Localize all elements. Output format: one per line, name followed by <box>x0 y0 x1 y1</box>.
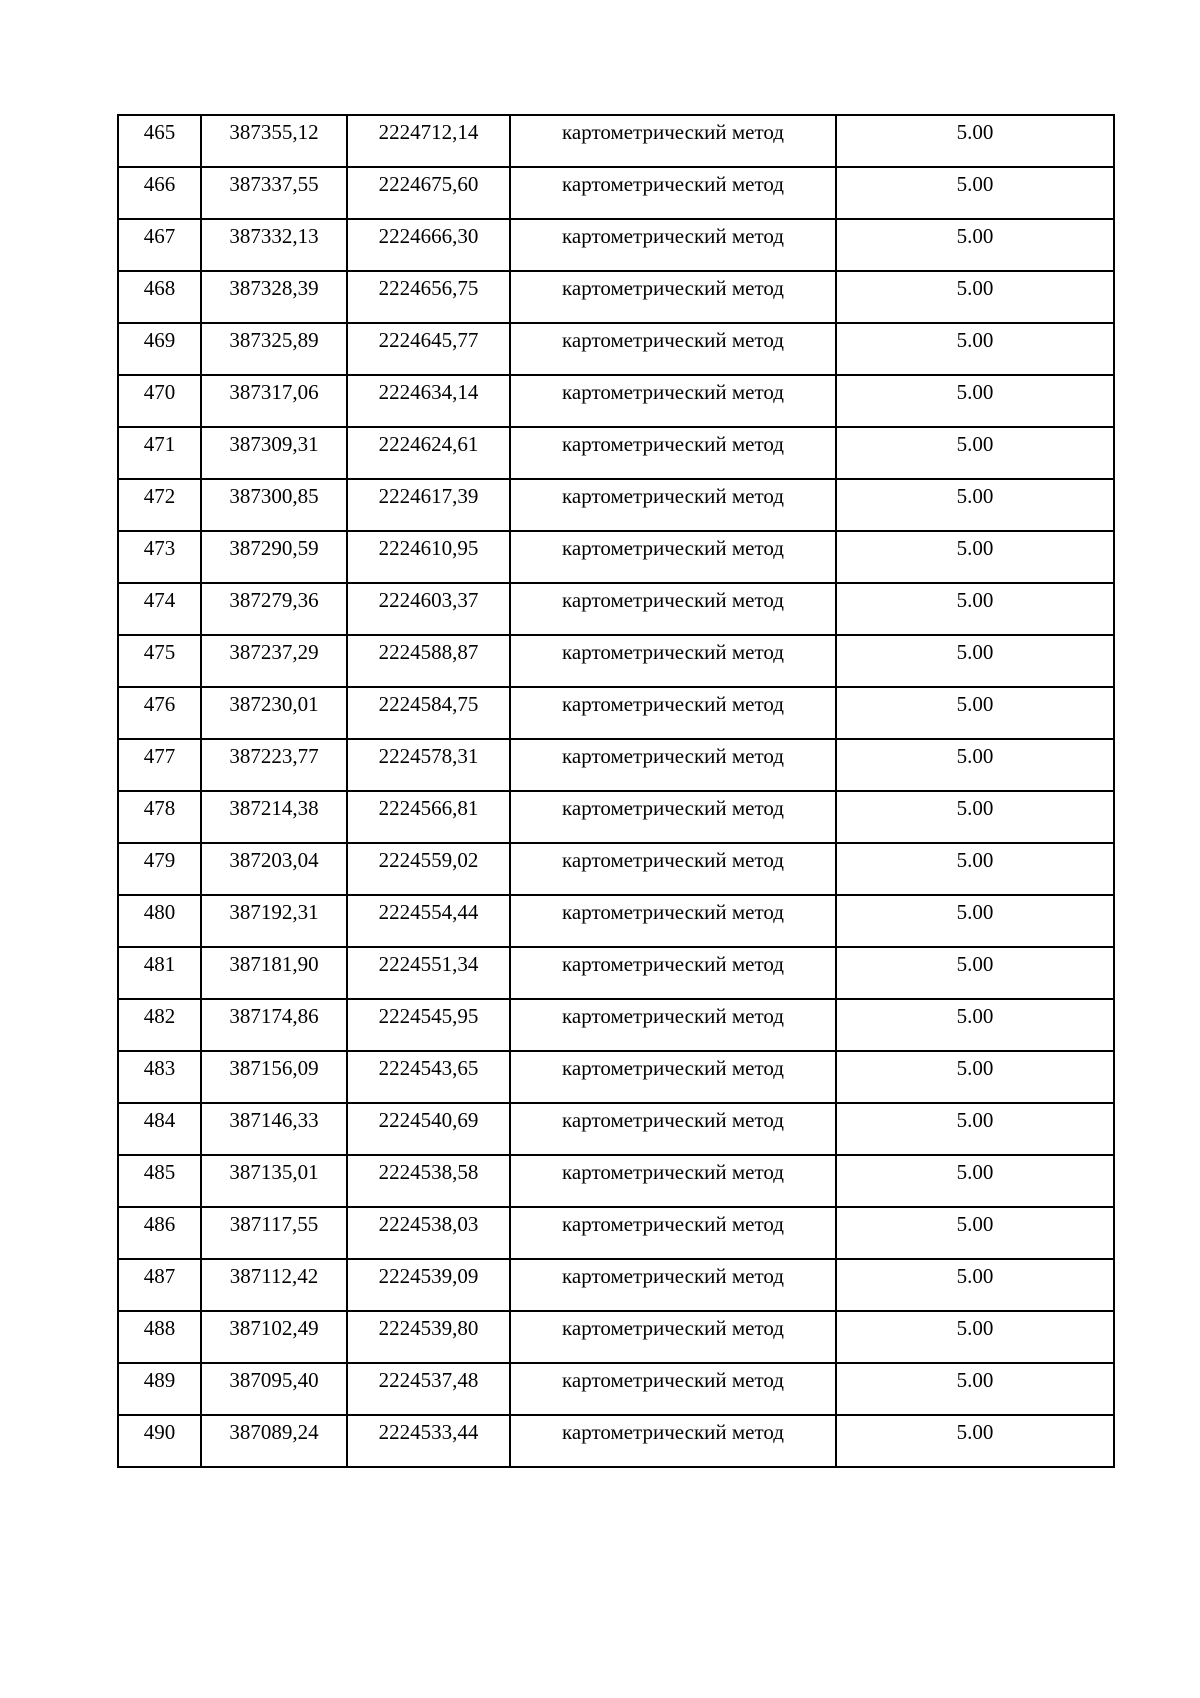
accuracy-cell <box>836 219 1114 271</box>
x-coordinate-cell <box>201 323 347 375</box>
y-coordinate-cell <box>347 1103 510 1155</box>
y-coordinate-cell <box>347 531 510 583</box>
point-number-cell <box>118 739 201 791</box>
x-coordinate-cell <box>201 895 347 947</box>
table-row <box>118 375 1114 427</box>
accuracy-cell <box>836 583 1114 635</box>
x-coordinate-cell-text: 387146,33 <box>229 1108 319 1132</box>
point-number-cell <box>118 1415 201 1467</box>
point-number-cell-text: 469 <box>143 328 176 352</box>
y-coordinate-cell-text: 2224578,31 <box>378 744 479 768</box>
x-coordinate-cell-text: 387089,24 <box>229 1420 319 1444</box>
x-coordinate-cell <box>201 687 347 739</box>
x-coordinate-cell-text: 387237,29 <box>229 640 319 664</box>
point-number-cell <box>118 375 201 427</box>
method-cell <box>510 167 836 219</box>
table-row <box>118 687 1114 739</box>
accuracy-cell <box>836 999 1114 1051</box>
point-number-cell <box>118 1103 201 1155</box>
y-coordinate-cell <box>347 1415 510 1467</box>
x-coordinate-cell <box>201 843 347 895</box>
accuracy-cell-text: 5.00 <box>956 328 994 352</box>
table-row <box>118 531 1114 583</box>
method-cell-text: картометрический метод <box>562 328 784 352</box>
accuracy-cell <box>836 1051 1114 1103</box>
point-number-cell <box>118 635 201 687</box>
y-coordinate-cell <box>347 687 510 739</box>
x-coordinate-cell-text: 387317,06 <box>229 380 319 404</box>
point-number-cell <box>118 895 201 947</box>
accuracy-cell <box>836 635 1114 687</box>
method-cell-text: картометрический метод <box>562 848 784 872</box>
accuracy-cell-text: 5.00 <box>956 848 994 872</box>
y-coordinate-cell <box>347 1155 510 1207</box>
table-row <box>118 479 1114 531</box>
accuracy-cell-text: 5.00 <box>956 276 994 300</box>
table-row <box>118 947 1114 999</box>
y-coordinate-cell <box>347 167 510 219</box>
accuracy-cell-text: 5.00 <box>956 224 994 248</box>
accuracy-cell <box>836 427 1114 479</box>
y-coordinate-cell <box>347 271 510 323</box>
point-number-cell <box>118 1051 201 1103</box>
method-cell <box>510 1363 836 1415</box>
method-cell-text: картометрический метод <box>562 120 784 144</box>
x-coordinate-cell-text: 387230,01 <box>229 692 319 716</box>
point-number-cell <box>118 1363 201 1415</box>
y-coordinate-cell-text: 2224634,14 <box>378 380 479 404</box>
accuracy-cell-text: 5.00 <box>956 1108 994 1132</box>
accuracy-cell-text: 5.00 <box>956 120 994 144</box>
y-coordinate-cell-text: 2224656,75 <box>378 276 479 300</box>
method-cell-text: картометрический метод <box>562 276 784 300</box>
point-number-cell-text: 484 <box>143 1108 176 1132</box>
table-row <box>118 115 1114 167</box>
method-cell <box>510 479 836 531</box>
accuracy-cell <box>836 323 1114 375</box>
point-number-cell-text: 475 <box>143 640 176 664</box>
method-cell <box>510 531 836 583</box>
y-coordinate-cell-text: 2224540,69 <box>378 1108 479 1132</box>
y-coordinate-cell-text: 2224545,95 <box>378 1004 479 1028</box>
y-coordinate-cell-text: 2224559,02 <box>378 848 479 872</box>
method-cell-text: картометрический метод <box>562 1368 784 1392</box>
table-row <box>118 271 1114 323</box>
method-cell <box>510 739 836 791</box>
x-coordinate-cell-text: 387135,01 <box>229 1160 319 1184</box>
point-number-cell-text: 471 <box>143 432 176 456</box>
point-number-cell <box>118 947 201 999</box>
method-cell-text: картометрический метод <box>562 952 784 976</box>
x-coordinate-cell <box>201 1415 347 1467</box>
table-row <box>118 1207 1114 1259</box>
point-number-cell-text: 488 <box>143 1316 176 1340</box>
method-cell <box>510 219 836 271</box>
table-row <box>118 1259 1114 1311</box>
method-cell <box>510 843 836 895</box>
method-cell-text: картометрический метод <box>562 1160 784 1184</box>
table-row <box>118 895 1114 947</box>
point-number-cell <box>118 531 201 583</box>
method-cell <box>510 583 836 635</box>
table-row <box>118 1155 1114 1207</box>
y-coordinate-cell-text: 2224551,34 <box>378 952 479 976</box>
y-coordinate-cell <box>347 1311 510 1363</box>
x-coordinate-cell <box>201 115 347 167</box>
y-coordinate-cell <box>347 635 510 687</box>
y-coordinate-cell-text: 2224538,58 <box>378 1160 479 1184</box>
method-cell-text: картометрический метод <box>562 1004 784 1028</box>
accuracy-cell <box>836 739 1114 791</box>
point-number-cell-text: 485 <box>143 1160 176 1184</box>
accuracy-cell-text: 5.00 <box>956 1368 994 1392</box>
y-coordinate-cell <box>347 427 510 479</box>
x-coordinate-cell-text: 387181,90 <box>229 952 319 976</box>
method-cell-text: картометрический метод <box>562 1420 784 1444</box>
point-number-cell-text: 482 <box>143 1004 176 1028</box>
point-number-cell <box>118 1259 201 1311</box>
method-cell <box>510 427 836 479</box>
method-cell-text: картометрический метод <box>562 900 784 924</box>
accuracy-cell-text: 5.00 <box>956 588 994 612</box>
method-cell-text: картометрический метод <box>562 1264 784 1288</box>
point-number-cell <box>118 323 201 375</box>
x-coordinate-cell <box>201 1155 347 1207</box>
table-row <box>118 843 1114 895</box>
y-coordinate-cell-text: 2224645,77 <box>378 328 479 352</box>
method-cell-text: картометрический метод <box>562 1108 784 1132</box>
method-cell <box>510 1051 836 1103</box>
point-number-cell-text: 477 <box>143 744 176 768</box>
accuracy-cell <box>836 167 1114 219</box>
point-number-cell-text: 465 <box>143 120 176 144</box>
point-number-cell <box>118 583 201 635</box>
x-coordinate-cell-text: 387112,42 <box>229 1264 319 1288</box>
table-row <box>118 167 1114 219</box>
point-number-cell <box>118 271 201 323</box>
accuracy-cell-text: 5.00 <box>956 1212 994 1236</box>
x-coordinate-cell-text: 387156,09 <box>229 1056 319 1080</box>
method-cell <box>510 375 836 427</box>
point-number-cell-text: 470 <box>143 380 176 404</box>
accuracy-cell-text: 5.00 <box>956 900 994 924</box>
method-cell <box>510 323 836 375</box>
method-cell-text: картометрический метод <box>562 796 784 820</box>
point-number-cell-text: 490 <box>143 1420 176 1444</box>
table-row <box>118 635 1114 687</box>
point-number-cell-text: 483 <box>143 1056 176 1080</box>
x-coordinate-cell <box>201 739 347 791</box>
method-cell-text: картометрический метод <box>562 692 784 716</box>
table-row <box>118 999 1114 1051</box>
point-number-cell-text: 466 <box>143 172 176 196</box>
y-coordinate-cell <box>347 1259 510 1311</box>
method-cell-text: картометрический метод <box>562 172 784 196</box>
point-number-cell <box>118 115 201 167</box>
y-coordinate-cell-text: 2224712,14 <box>378 120 479 144</box>
accuracy-cell <box>836 1415 1114 1467</box>
method-cell-text: картометрический метод <box>562 640 784 664</box>
x-coordinate-cell-text: 387192,31 <box>229 900 319 924</box>
method-cell <box>510 1207 836 1259</box>
method-cell-text: картометрический метод <box>562 588 784 612</box>
y-coordinate-cell-text: 2224533,44 <box>378 1420 479 1444</box>
accuracy-cell-text: 5.00 <box>956 380 994 404</box>
x-coordinate-cell <box>201 219 347 271</box>
table-row <box>118 583 1114 635</box>
point-number-cell <box>118 843 201 895</box>
method-cell <box>510 999 836 1051</box>
point-number-cell <box>118 687 201 739</box>
x-coordinate-cell <box>201 1259 347 1311</box>
y-coordinate-cell-text: 2224543,65 <box>378 1056 479 1080</box>
x-coordinate-cell <box>201 583 347 635</box>
table-row <box>118 739 1114 791</box>
x-coordinate-cell <box>201 531 347 583</box>
y-coordinate-cell-text: 2224554,44 <box>378 900 479 924</box>
method-cell-text: картометрический метод <box>562 380 784 404</box>
y-coordinate-cell-text: 2224610,95 <box>378 536 479 560</box>
accuracy-cell-text: 5.00 <box>956 1160 994 1184</box>
method-cell <box>510 687 836 739</box>
accuracy-cell <box>836 115 1114 167</box>
point-number-cell <box>118 219 201 271</box>
y-coordinate-cell <box>347 1363 510 1415</box>
y-coordinate-cell-text: 2224666,30 <box>378 224 479 248</box>
coordinates-table <box>117 114 1115 1468</box>
y-coordinate-cell-text: 2224584,75 <box>378 692 479 716</box>
coordinates-table-body <box>118 115 1114 1467</box>
x-coordinate-cell <box>201 375 347 427</box>
x-coordinate-cell-text: 387332,13 <box>229 224 319 248</box>
point-number-cell <box>118 427 201 479</box>
y-coordinate-cell <box>347 1207 510 1259</box>
method-cell-text: картометрический метод <box>562 1316 784 1340</box>
y-coordinate-cell <box>347 739 510 791</box>
x-coordinate-cell <box>201 947 347 999</box>
method-cell <box>510 895 836 947</box>
x-coordinate-cell-text: 387203,04 <box>229 848 319 872</box>
x-coordinate-cell-text: 387102,49 <box>229 1316 319 1340</box>
method-cell <box>510 1311 836 1363</box>
accuracy-cell-text: 5.00 <box>956 1420 994 1444</box>
point-number-cell-text: 478 <box>143 796 176 820</box>
accuracy-cell-text: 5.00 <box>956 744 994 768</box>
point-number-cell <box>118 1311 201 1363</box>
y-coordinate-cell-text: 2224624,61 <box>378 432 479 456</box>
accuracy-cell-text: 5.00 <box>956 1056 994 1080</box>
y-coordinate-cell <box>347 947 510 999</box>
accuracy-cell-text: 5.00 <box>956 1316 994 1340</box>
accuracy-cell <box>836 479 1114 531</box>
accuracy-cell <box>836 895 1114 947</box>
y-coordinate-cell <box>347 115 510 167</box>
y-coordinate-cell <box>347 791 510 843</box>
accuracy-cell <box>836 947 1114 999</box>
accuracy-cell <box>836 531 1114 583</box>
accuracy-cell-text: 5.00 <box>956 1264 994 1288</box>
accuracy-cell <box>836 843 1114 895</box>
x-coordinate-cell <box>201 1363 347 1415</box>
accuracy-cell-text: 5.00 <box>956 1004 994 1028</box>
x-coordinate-cell-text: 387325,89 <box>229 328 319 352</box>
accuracy-cell-text: 5.00 <box>956 952 994 976</box>
y-coordinate-cell <box>347 479 510 531</box>
x-coordinate-cell-text: 387355,12 <box>229 120 319 144</box>
accuracy-cell <box>836 1363 1114 1415</box>
y-coordinate-cell-text: 2224539,09 <box>378 1264 479 1288</box>
accuracy-cell-text: 5.00 <box>956 484 994 508</box>
y-coordinate-cell <box>347 843 510 895</box>
accuracy-cell <box>836 791 1114 843</box>
x-coordinate-cell-text: 387117,55 <box>229 1212 319 1236</box>
x-coordinate-cell <box>201 999 347 1051</box>
method-cell-text: картометрический метод <box>562 1212 784 1236</box>
point-number-cell-text: 481 <box>143 952 176 976</box>
x-coordinate-cell-text: 387309,31 <box>229 432 319 456</box>
x-coordinate-cell <box>201 1051 347 1103</box>
x-coordinate-cell <box>201 1207 347 1259</box>
table-row <box>118 219 1114 271</box>
point-number-cell-text: 467 <box>143 224 176 248</box>
point-number-cell <box>118 479 201 531</box>
accuracy-cell <box>836 687 1114 739</box>
method-cell <box>510 1155 836 1207</box>
y-coordinate-cell-text: 2224675,60 <box>378 172 479 196</box>
y-coordinate-cell-text: 2224617,39 <box>378 484 479 508</box>
method-cell-text: картометрический метод <box>562 1056 784 1080</box>
y-coordinate-cell <box>347 219 510 271</box>
y-coordinate-cell-text: 2224566,81 <box>378 796 479 820</box>
table-row <box>118 791 1114 843</box>
point-number-cell-text: 486 <box>143 1212 176 1236</box>
accuracy-cell <box>836 1103 1114 1155</box>
method-cell-text: картометрический метод <box>562 484 784 508</box>
accuracy-cell-text: 5.00 <box>956 640 994 664</box>
method-cell-text: картометрический метод <box>562 224 784 248</box>
method-cell-text: картометрический метод <box>562 432 784 456</box>
method-cell <box>510 1103 836 1155</box>
method-cell <box>510 947 836 999</box>
method-cell <box>510 1415 836 1467</box>
accuracy-cell <box>836 1259 1114 1311</box>
y-coordinate-cell-text: 2224588,87 <box>378 640 479 664</box>
accuracy-cell-text: 5.00 <box>956 536 994 560</box>
point-number-cell-text: 479 <box>143 848 176 872</box>
point-number-cell <box>118 999 201 1051</box>
point-number-cell <box>118 167 201 219</box>
table-row <box>118 323 1114 375</box>
y-coordinate-cell <box>347 895 510 947</box>
y-coordinate-cell <box>347 375 510 427</box>
point-number-cell <box>118 1207 201 1259</box>
accuracy-cell <box>836 1311 1114 1363</box>
point-number-cell <box>118 791 201 843</box>
table-row <box>118 1311 1114 1363</box>
y-coordinate-cell <box>347 583 510 635</box>
x-coordinate-cell-text: 387328,39 <box>229 276 319 300</box>
y-coordinate-cell <box>347 1051 510 1103</box>
method-cell <box>510 791 836 843</box>
table-row <box>118 1415 1114 1467</box>
y-coordinate-cell <box>347 999 510 1051</box>
accuracy-cell <box>836 271 1114 323</box>
point-number-cell-text: 472 <box>143 484 176 508</box>
x-coordinate-cell <box>201 791 347 843</box>
x-coordinate-cell <box>201 479 347 531</box>
x-coordinate-cell <box>201 427 347 479</box>
y-coordinate-cell-text: 2224539,80 <box>378 1316 479 1340</box>
accuracy-cell-text: 5.00 <box>956 172 994 196</box>
point-number-cell-text: 468 <box>143 276 176 300</box>
accuracy-cell <box>836 1207 1114 1259</box>
accuracy-cell-text: 5.00 <box>956 796 994 820</box>
accuracy-cell-text: 5.00 <box>956 692 994 716</box>
accuracy-cell <box>836 1155 1114 1207</box>
point-number-cell-text: 474 <box>143 588 176 612</box>
x-coordinate-cell <box>201 271 347 323</box>
x-coordinate-cell-text: 387337,55 <box>229 172 319 196</box>
x-coordinate-cell-text: 387300,85 <box>229 484 319 508</box>
point-number-cell-text: 489 <box>143 1368 176 1392</box>
x-coordinate-cell-text: 387214,38 <box>229 796 319 820</box>
table-row <box>118 1051 1114 1103</box>
x-coordinate-cell-text: 387279,36 <box>229 588 319 612</box>
x-coordinate-cell <box>201 635 347 687</box>
point-number-cell-text: 476 <box>143 692 176 716</box>
point-number-cell-text: 487 <box>143 1264 176 1288</box>
accuracy-cell-text: 5.00 <box>956 432 994 456</box>
accuracy-cell <box>836 375 1114 427</box>
y-coordinate-cell-text: 2224538,03 <box>378 1212 479 1236</box>
y-coordinate-cell-text: 2224603,37 <box>378 588 479 612</box>
x-coordinate-cell <box>201 1103 347 1155</box>
table-row <box>118 1363 1114 1415</box>
x-coordinate-cell-text: 387174,86 <box>229 1004 319 1028</box>
table-row <box>118 427 1114 479</box>
method-cell-text: картометрический метод <box>562 536 784 560</box>
method-cell <box>510 635 836 687</box>
method-cell <box>510 1259 836 1311</box>
x-coordinate-cell <box>201 167 347 219</box>
method-cell <box>510 271 836 323</box>
x-coordinate-cell <box>201 1311 347 1363</box>
y-coordinate-cell-text: 2224537,48 <box>378 1368 479 1392</box>
method-cell-text: картометрический метод <box>562 744 784 768</box>
table-row <box>118 1103 1114 1155</box>
x-coordinate-cell-text: 387290,59 <box>229 536 319 560</box>
method-cell <box>510 115 836 167</box>
x-coordinate-cell-text: 387223,77 <box>229 744 319 768</box>
point-number-cell-text: 473 <box>143 536 176 560</box>
point-number-cell-text: 480 <box>143 900 176 924</box>
point-number-cell <box>118 1155 201 1207</box>
x-coordinate-cell-text: 387095,40 <box>229 1368 319 1392</box>
y-coordinate-cell <box>347 323 510 375</box>
